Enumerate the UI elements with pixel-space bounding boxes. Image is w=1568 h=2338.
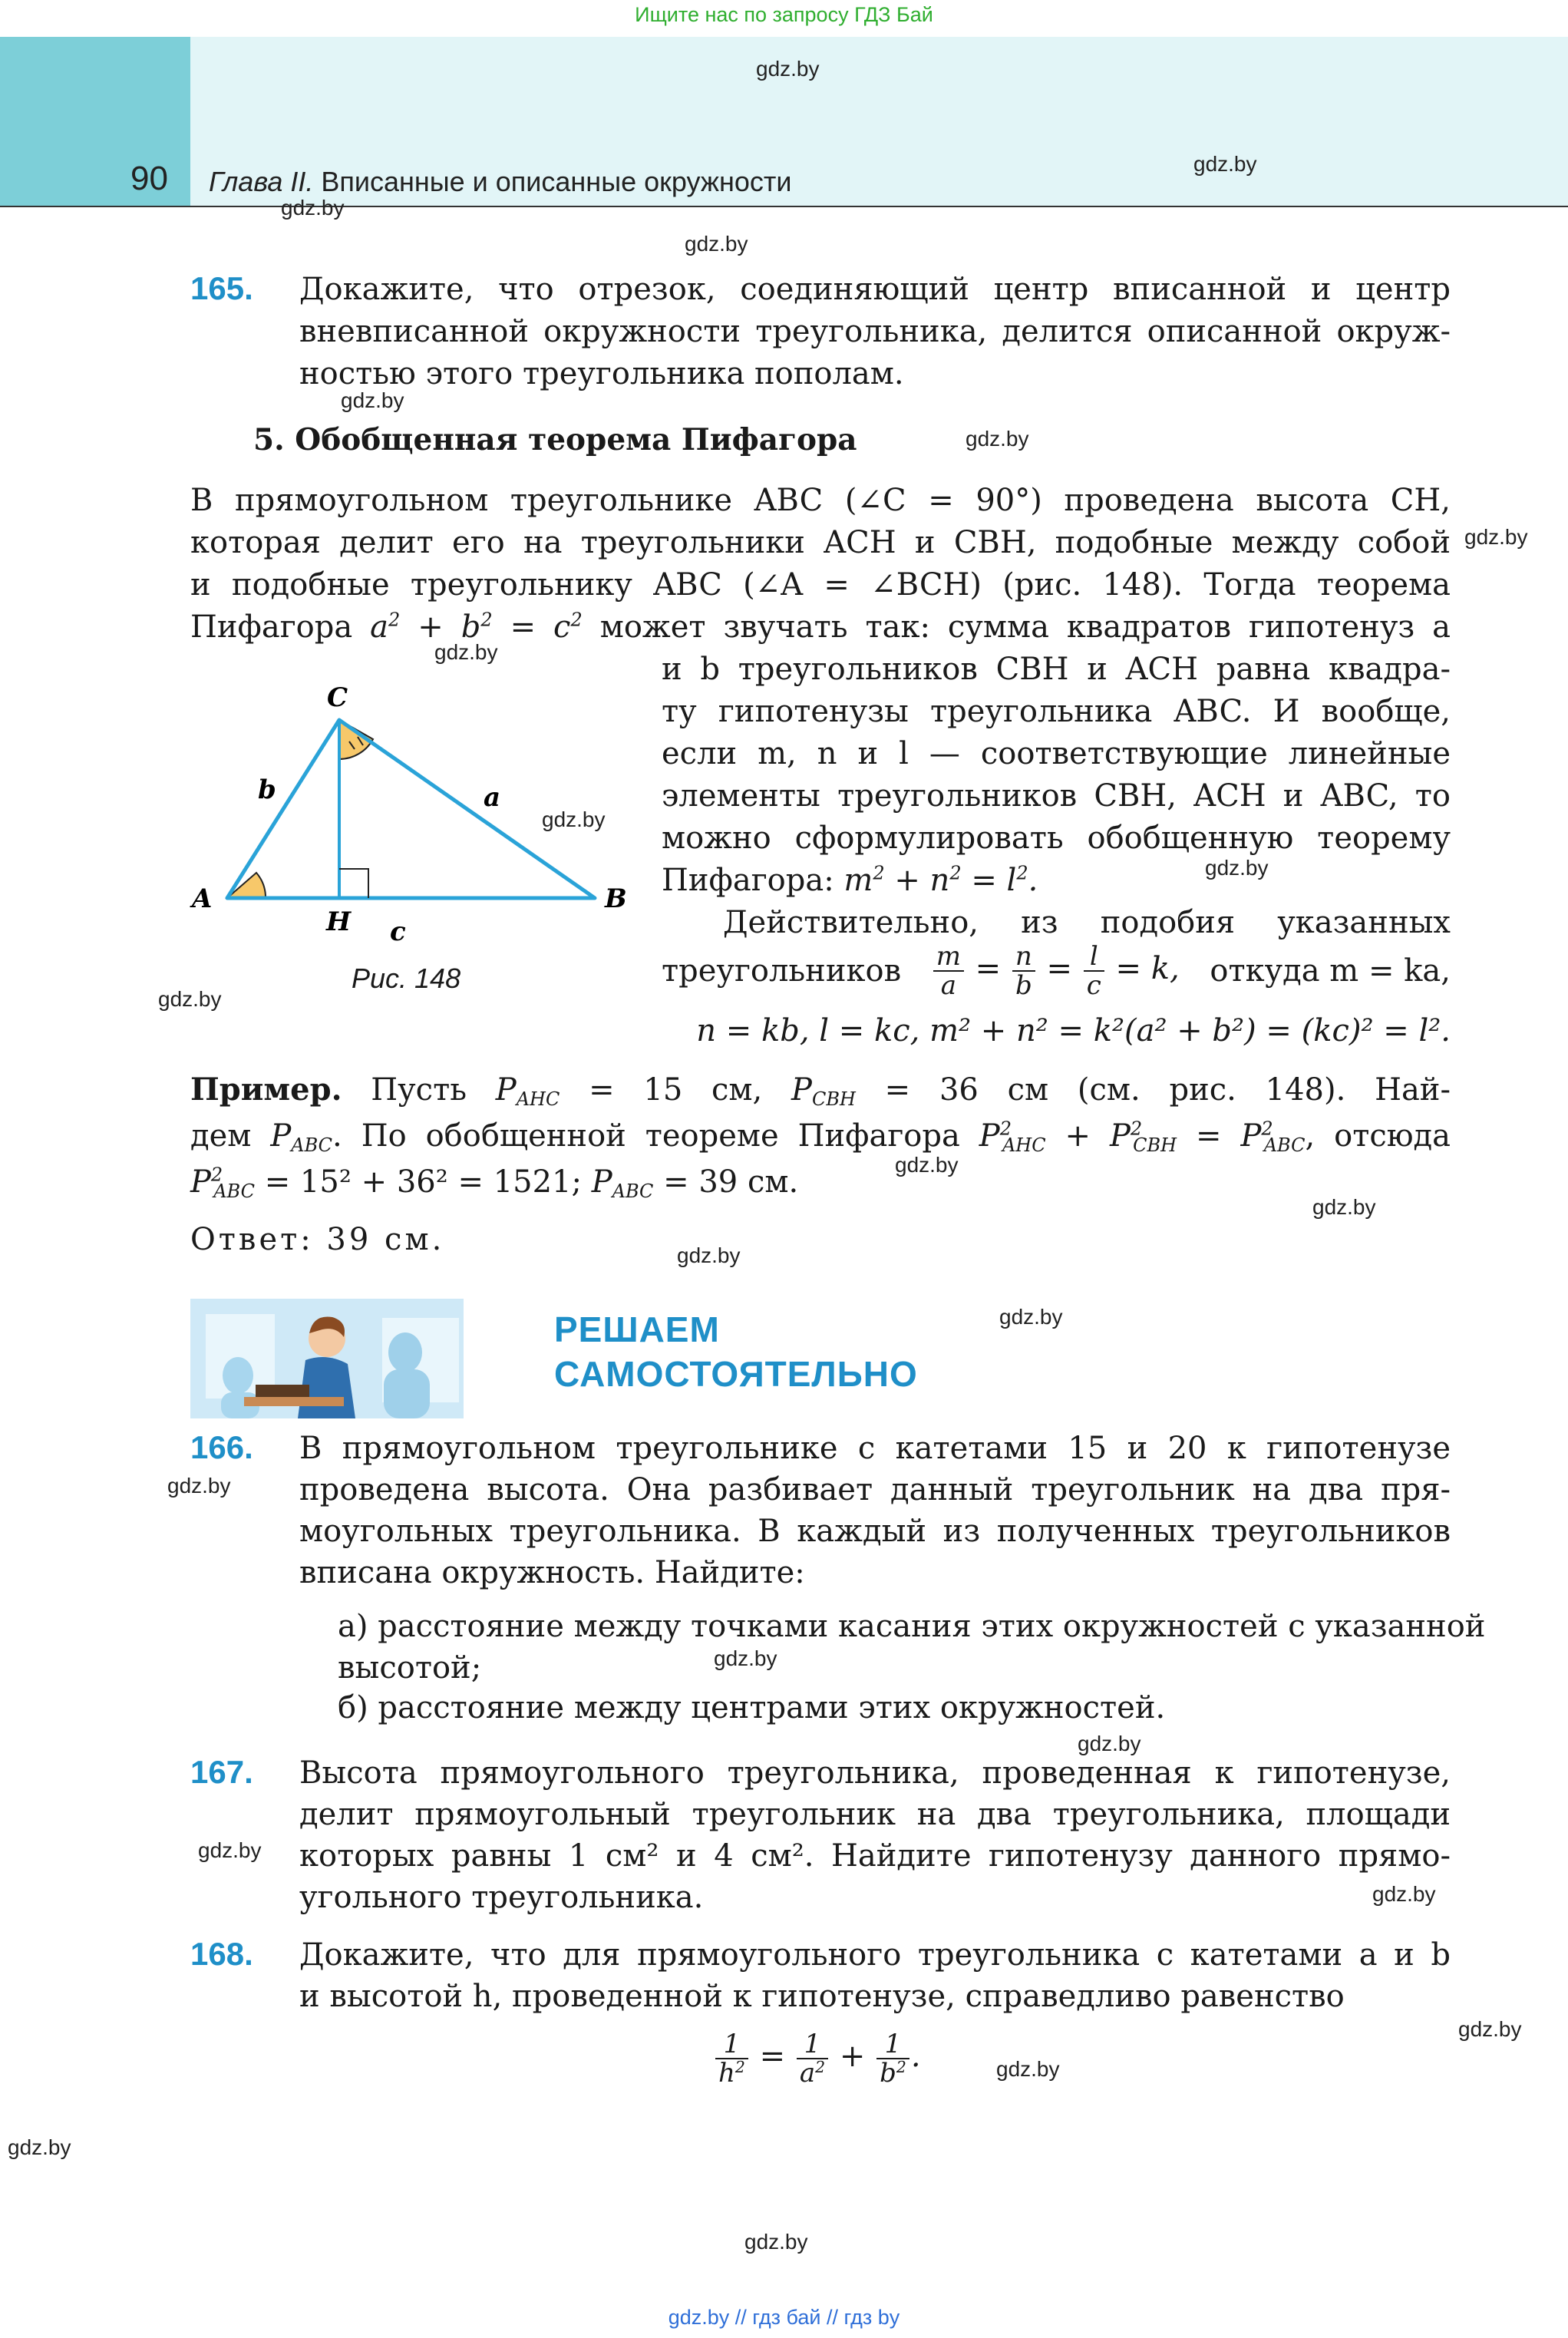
top-banner[interactable]: Ищите нас по запросу ГДЗ Бай (635, 3, 933, 26)
p-ahc: $P_{AHC}$ (495, 1072, 560, 1111)
label-b-vertex: B (605, 883, 627, 914)
text-fragment: Пифагора (190, 609, 371, 645)
example-formula: $P^2_{AHC} + P^2_{CBH} = P^2_{ABC}$ (979, 1118, 1306, 1157)
label-c-vertex: C (327, 682, 348, 713)
text-line: если m, n и l — соответствующие линейные (662, 736, 1451, 771)
text-fragment: , отсюда (1305, 1118, 1451, 1154)
figure-148 (184, 675, 645, 952)
text-line: которая делит его на треугольники ACH и CBH, подобные между собой (190, 525, 1451, 560)
text-fragment: . По обобщенной теореме Пифагора (332, 1118, 979, 1154)
p-cbh: $P_{CBH}$ (791, 1072, 856, 1111)
right-angle-mark (339, 869, 368, 898)
text-line: В прямоугольном треугольнике ABC (∠C = 90°) проведена высота CH, (190, 483, 1451, 518)
text-fragment: треугольников (662, 953, 902, 989)
watermark: gdz.by (1205, 856, 1269, 880)
text-line: а) расстояние между точками касания этих окружностей с указанной (338, 1609, 1486, 1644)
text-line: можно сформулировать обобщенную теорему (662, 821, 1451, 856)
watermark: gdz.by (744, 2230, 808, 2254)
watermark: gdz.by (1464, 525, 1528, 549)
text-line: моугольных треугольника. В каждый из полученных треугольников (299, 1514, 1451, 1549)
text-line: высотой; (338, 1650, 482, 1686)
text-line-generalized (662, 860, 1451, 902)
chapter-label: Глава II. (209, 166, 314, 197)
proof-final-line: n = kb, l = kc, m² + n² = k²(a² + b²) = (kc)² = l². (696, 1013, 1451, 1048)
problem-166-part-a (338, 1606, 1486, 1689)
problem-168-text (299, 1934, 1451, 2017)
watermark: gdz.by (1078, 1732, 1141, 1755)
watermark: gdz.by (1458, 2017, 1522, 2041)
label-side-c: c (390, 916, 406, 947)
ratio-formula: $\frac{m}{a}$ = $\frac{n}{b}$ = $\frac{l}{c}$ = k, (932, 943, 1180, 999)
problem-166-text (299, 1428, 1451, 1593)
book (256, 1385, 309, 1397)
problem-165-text (299, 269, 1451, 395)
p-abc-squared: $P^2_{ABC}$ (190, 1164, 255, 1203)
watermark: gdz.by (999, 1305, 1063, 1329)
text-line: и высотой h, проведенной к гипотенузе, справедливо равенство (299, 1979, 1345, 2014)
watermark: gdz.by (1193, 152, 1257, 176)
text-fragment: = 15 см, (560, 1072, 792, 1108)
watermark: gdz.by (895, 1153, 959, 1177)
problem-168-number: 168. (190, 1936, 253, 1972)
desk (244, 1397, 344, 1406)
text-line: Действительно, из подобия указанных (723, 905, 1451, 940)
watermark: gdz.by (966, 427, 1029, 451)
text-fragment: Пусть (342, 1072, 496, 1108)
example-answer: Ответ: 39 см. (190, 1222, 445, 1257)
p-abc: $P_{ABC}$ (270, 1118, 333, 1157)
problem-166-part-b: б) расстояние между центрами этих окружностей. (338, 1690, 1166, 1725)
text-line: и b треугольников CBH и ACH равна квадра- (662, 652, 1451, 687)
watermark: gdz.by (341, 388, 404, 412)
text-fragment: Пифагора: (662, 863, 844, 898)
text-fragment: = 39 см. (653, 1164, 799, 1200)
ratio-line (662, 941, 1451, 1001)
problem-167-number: 167. (190, 1754, 253, 1790)
example-line-3 (190, 1159, 1451, 1205)
triangle-abc (227, 720, 595, 898)
angle-marks (227, 720, 373, 898)
problem-166-number: 166. (190, 1429, 253, 1465)
text-fragment: дем (190, 1118, 271, 1154)
page-number: 90 (130, 160, 168, 197)
text-line: ностью этого треугольника пополам. (299, 356, 904, 391)
text-line: угольного треугольника. (299, 1880, 704, 1915)
text-line: Докажите, что отрезок, соединяющий центр вписанной и центр (299, 272, 1451, 307)
solve-heading-line-2: САМОСТОЯТЕЛЬНО (554, 1354, 918, 1394)
p-abc-result: $P_{ABC}$ (591, 1164, 654, 1203)
solve-heading-line-1: РЕШАЕМ (554, 1309, 720, 1349)
watermark: gdz.by (756, 57, 820, 81)
student-illustration (190, 1299, 464, 1418)
label-a-vertex: A (192, 883, 213, 914)
header-rule (0, 206, 1568, 207)
problem-167-text (299, 1752, 1451, 1918)
pythagoras-formula: $a^2 + b^2 = c^2$ (370, 609, 583, 645)
problem-168-formula: $\frac{1}{h^2}$ = $\frac{1}{a^2}$ + $\frac{1}{b^2}$ . (714, 2030, 921, 2087)
watermark: gdz.by (158, 987, 222, 1011)
text-line: вписана окружность. Найдите: (299, 1555, 805, 1590)
text-line: Докажите, что для прямоугольного треугольника с катетами a и b (299, 1937, 1451, 1973)
text-line: которых равны 1 см² и 4 см². Найдите гипотенузу данного прямо- (299, 1838, 1451, 1874)
text-fragment: может звучать так: сумма квадратов гипотенуз a (582, 609, 1451, 645)
section-right-column (662, 649, 1451, 944)
label-side-a: a (484, 782, 501, 813)
watermark: gdz.by (685, 232, 748, 256)
silhouette (223, 1357, 253, 1394)
example-label: Пример. (190, 1072, 342, 1108)
watermark: gdz.by (1372, 1882, 1436, 1906)
example-line-2 (190, 1113, 1451, 1159)
watermark: gdz.by (542, 807, 606, 831)
text-line: Высота прямоугольного треугольника, проведенная к гипотенузе, (299, 1755, 1451, 1791)
text-line: элементы треугольников CBH, ACH и ABC, то (662, 778, 1451, 814)
figure-caption: Рис. 148 (352, 963, 461, 994)
generalized-formula: $m^2 + n^2 = l^2$. (843, 862, 1038, 898)
label-h-point: H (326, 906, 352, 937)
text-line-pythagoras (190, 606, 1451, 649)
watermark: gdz.by (714, 1646, 777, 1670)
text-line: В прямоугольном треугольнике с катетами 15 и 20 к гипотенузе (299, 1431, 1451, 1466)
watermark: gdz.by (281, 196, 345, 220)
chapter-title (209, 166, 791, 198)
watermark: gdz.by (198, 1838, 262, 1862)
silhouette (384, 1369, 430, 1418)
text-line: проведена высота. Она разбивает данный треугольник на два пря- (299, 1472, 1451, 1507)
bottom-links[interactable]: gdz.by // гдз бай // гдз by (668, 2306, 900, 2329)
watermark: gdz.by (1312, 1195, 1376, 1219)
watermark: gdz.by (167, 1474, 231, 1498)
text-line: ту гипотенузы треугольника ABC. И вообще, (662, 694, 1451, 729)
section-intro (190, 480, 1451, 649)
watermark: gdz.by (8, 2135, 71, 2159)
text-fragment: = 15² + 36² = 1521; (264, 1164, 582, 1200)
text-line: делит прямоугольный треугольник на два треугольника, площади (299, 1797, 1451, 1832)
problem-165-number: 165. (190, 270, 253, 306)
text-line: и подобные треугольнику ABC (∠A = ∠BCH) (рис. 148). Тогда теорема (190, 567, 1451, 603)
example-line-1 (190, 1067, 1451, 1113)
label-side-b: b (258, 774, 276, 805)
watermark: gdz.by (677, 1243, 741, 1267)
text-fragment: откуда m = ka, (1210, 953, 1451, 989)
section-title: 5. Обобщенная теорема Пифагора (253, 422, 857, 457)
chapter-title-text: Вписанные и описанные окружности (321, 166, 792, 197)
text-line: вневписанной окружности треугольника, делится описанной окруж- (299, 314, 1451, 349)
silhouette (388, 1332, 422, 1372)
watermark: gdz.by (434, 640, 498, 664)
text-fragment: = 36 см (см. рис. 148). Най- (855, 1072, 1451, 1108)
watermark: gdz.by (996, 2057, 1060, 2081)
example-block (190, 1067, 1451, 1205)
